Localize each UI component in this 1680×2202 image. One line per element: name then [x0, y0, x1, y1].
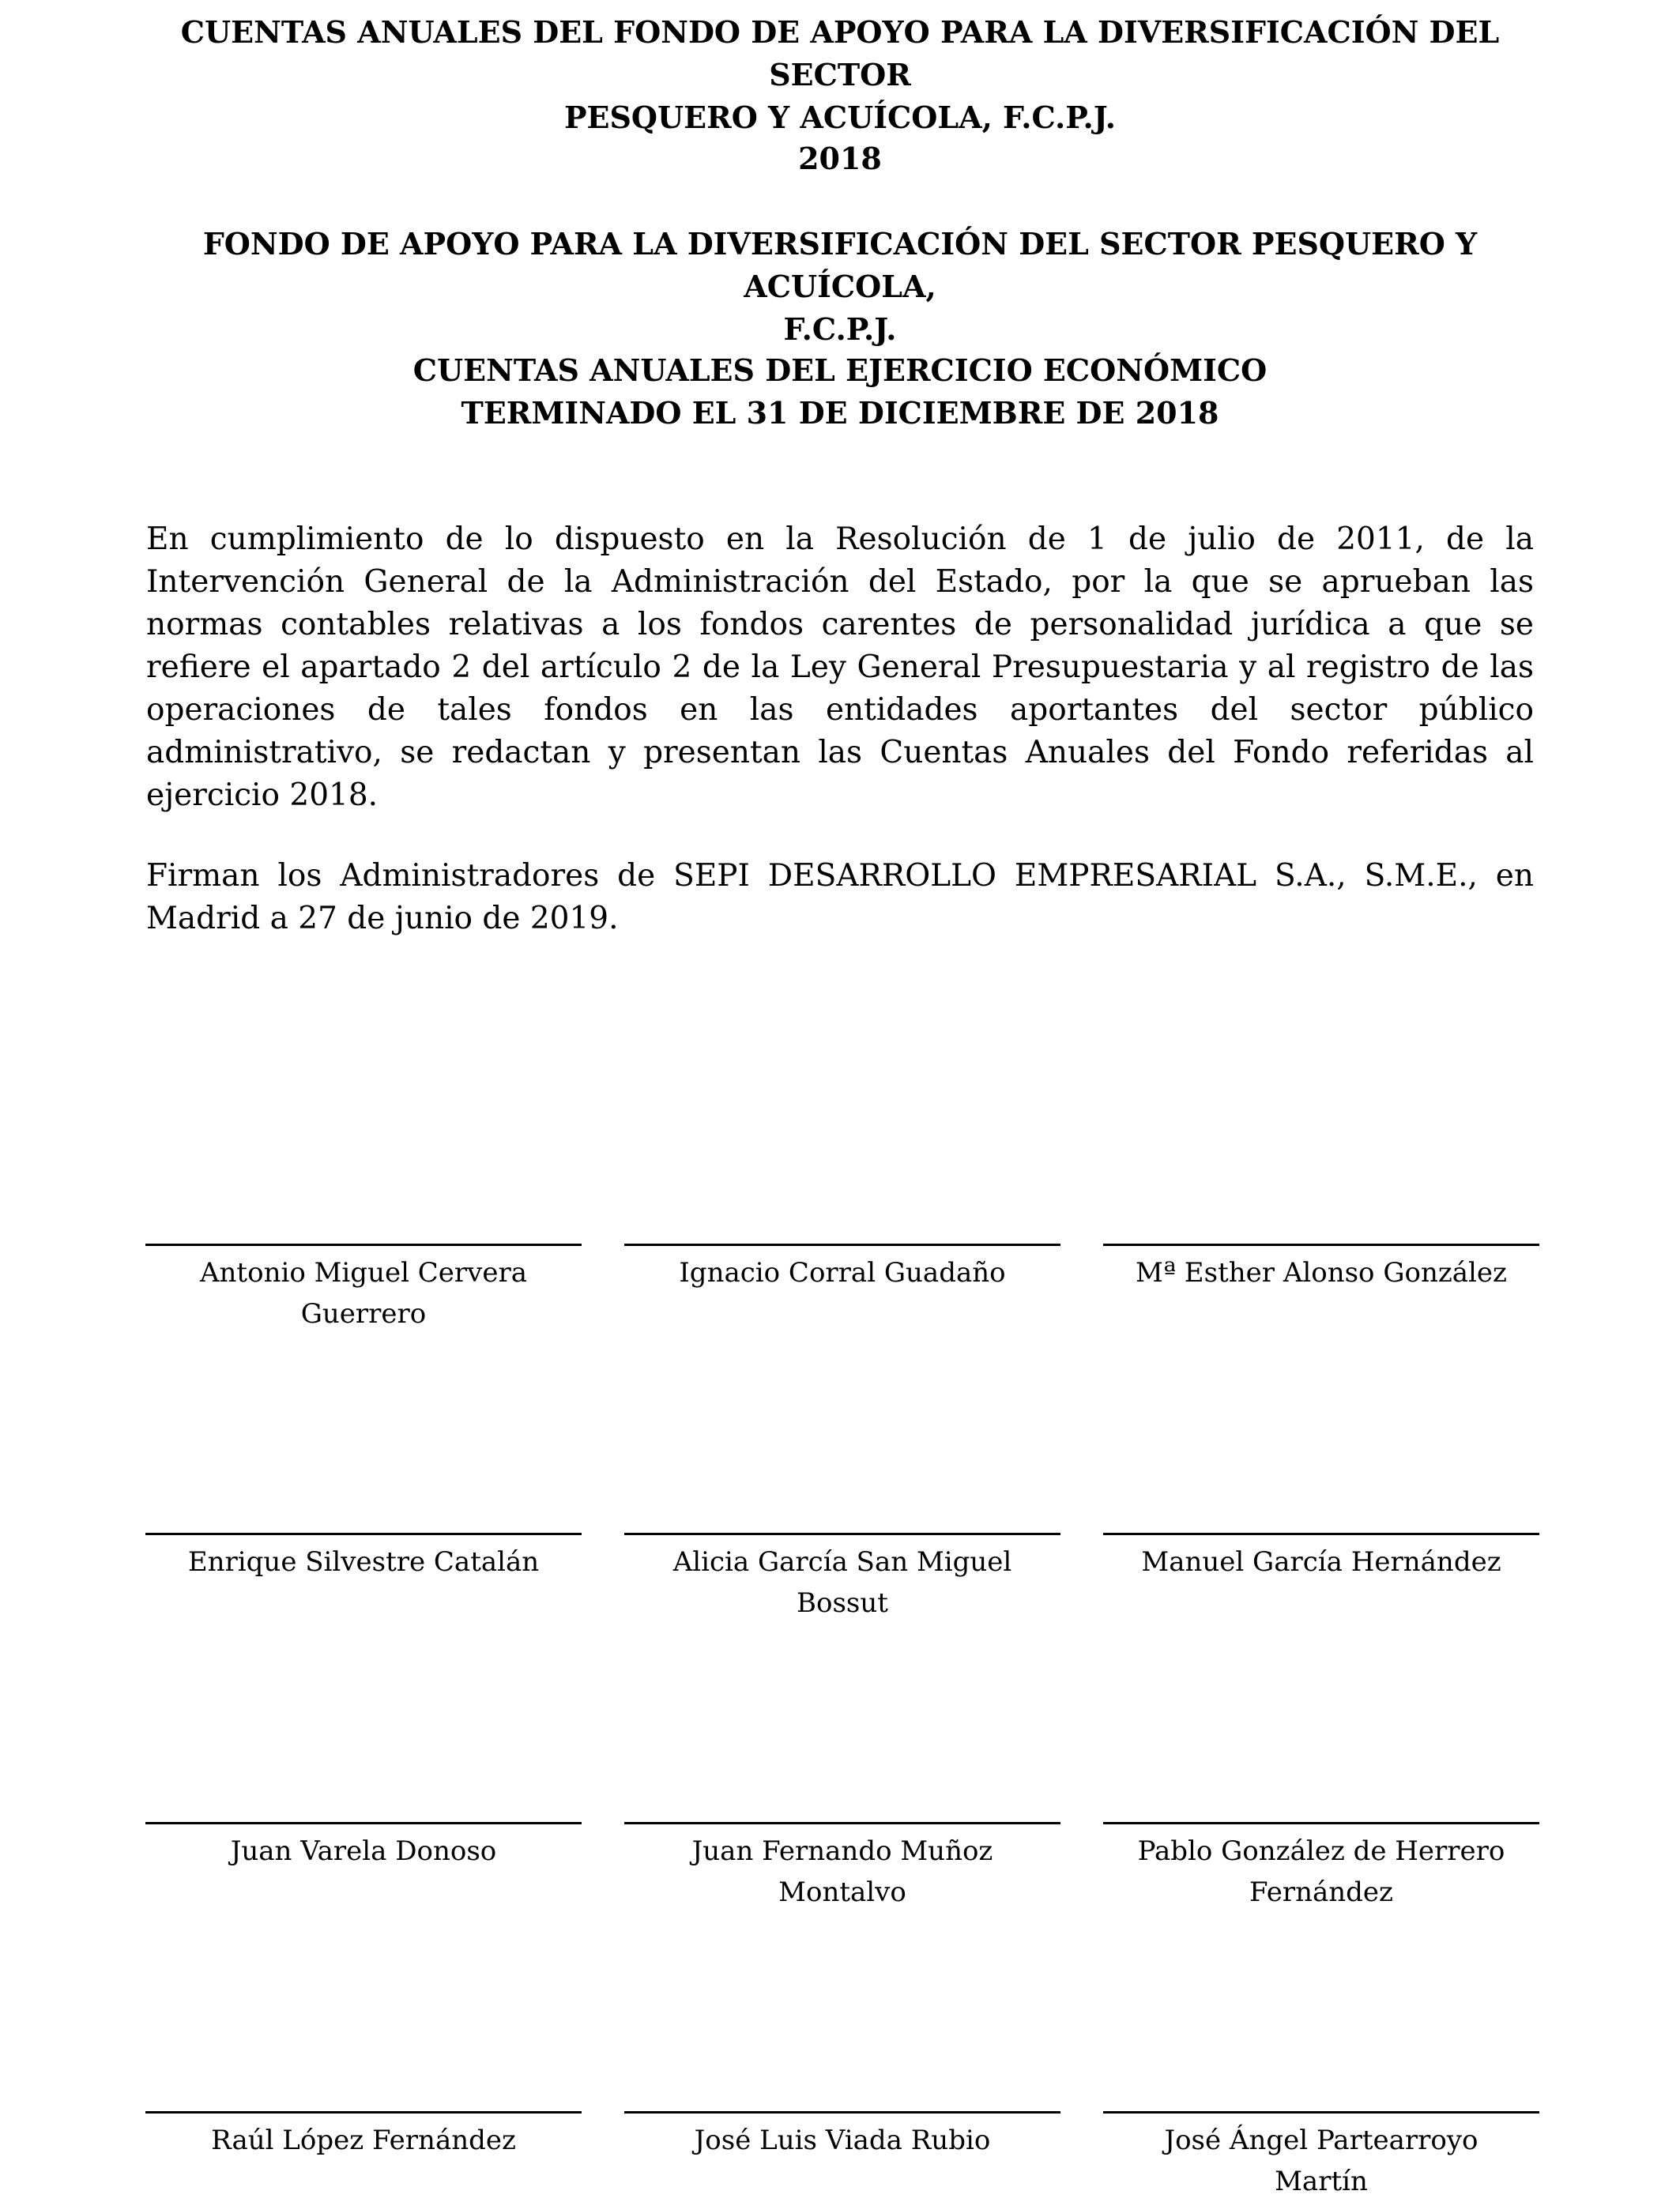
signing-statement: Firman los Administradores de SEPI DESARROLLO EMPRESARIAL S.A., S.M.E., en Madrid a 27 de junio de 2019.: [146, 858, 1534, 936]
signature-block: [624, 1822, 1060, 1913]
compliance-paragraph: En cumplimiento de lo dispuesto en la Resolución de 1 de julio de 2011, de la Intervención General de la Administración del Estado, por la que se aprueban las normas contables relativas a los fondos carentes de personalidad jurídica a que se refiere el apartado 2 del artículo 2 de la Ley General Presupuestaria y al registro de las operaciones de tales fondos en las entidades aportantes del sector público administrativo, se redactan y presentan las Cuentas Anuales del Fondo referidas al ejercicio 2018.: [146, 521, 1534, 813]
signatory-name: Alicia García San Miguel Bossut: [672, 1546, 1012, 1619]
signature-line: [145, 1533, 582, 1535]
signatory-name: Manuel García Hernández: [1141, 1546, 1501, 1578]
signature-block: [145, 1822, 582, 1872]
signature-line: [1103, 1822, 1539, 1824]
signature-block: [1103, 1822, 1539, 1913]
signatory-name: Mª Esther Alonso González: [1136, 1257, 1507, 1289]
signature-line: [1103, 1244, 1539, 1246]
signatory-name: Juan Varela Donoso: [230, 1835, 497, 1867]
document-title: [146, 11, 1534, 139]
signature-line: [624, 1822, 1060, 1824]
signature-block: [145, 1244, 582, 1334]
signature-line: [145, 1244, 582, 1246]
fund-name-heading: [146, 223, 1534, 351]
signature-block: [1103, 1244, 1539, 1293]
signature-block: [624, 2111, 1060, 2161]
signature-line: [1103, 2111, 1539, 2114]
signatory-name: Ignacio Corral Guadaño: [679, 1257, 1006, 1289]
signature-line: [145, 2111, 582, 2114]
signature-block: [145, 2111, 582, 2161]
signatory-name: José Ángel Partearroyo Martín: [1164, 2125, 1478, 2197]
fund-name-line1: FONDO DE APOYO PARA LA DIVERSIFICACIÓN DEL SECTOR PESQUERO Y ACUÍCOLA,: [202, 226, 1478, 304]
document-year: 2018: [798, 141, 882, 176]
document-title-line1: CUENTAS ANUALES DEL FONDO DE APOYO PARA LA DIVERSIFICACIÓN DEL SECTOR: [180, 14, 1500, 92]
document-title-line2: PESQUERO Y ACUÍCOLA, F.C.P.J.: [563, 100, 1117, 135]
signature-block: [1103, 2111, 1539, 2202]
signature-line: [145, 1822, 582, 1824]
signature-line: [624, 2111, 1060, 2114]
signatory-name: Raúl López Fernández: [211, 2125, 516, 2156]
signature-line: [624, 1244, 1060, 1246]
signature-block: [624, 1533, 1060, 1624]
accounts-heading-line2: TERMINADO EL 31 DE DICIEMBRE DE 2018: [461, 395, 1219, 431]
signatory-name: Juan Fernando Muñoz Montalvo: [691, 1835, 993, 1908]
signatory-name: Enrique Silvestre Catalán: [187, 1546, 540, 1578]
signatory-name: Pablo González de Herrero Fernández: [1137, 1835, 1505, 1908]
accounts-heading: [146, 349, 1534, 435]
signature-block: [145, 1533, 582, 1583]
accounts-heading-line1: CUENTAS ANUALES DEL EJERCICIO ECONÓMICO: [412, 352, 1268, 388]
fund-name-line2: F.C.P.J.: [783, 311, 897, 347]
signature-line: [1103, 1533, 1539, 1535]
signature-block: [1103, 1533, 1539, 1583]
signature-line: [624, 1533, 1060, 1535]
signature-block: [624, 1244, 1060, 1293]
signatory-name: José Luis Viada Rubio: [694, 2125, 991, 2156]
signatory-name: Antonio Miguel Cervera Guerrero: [199, 1257, 528, 1330]
